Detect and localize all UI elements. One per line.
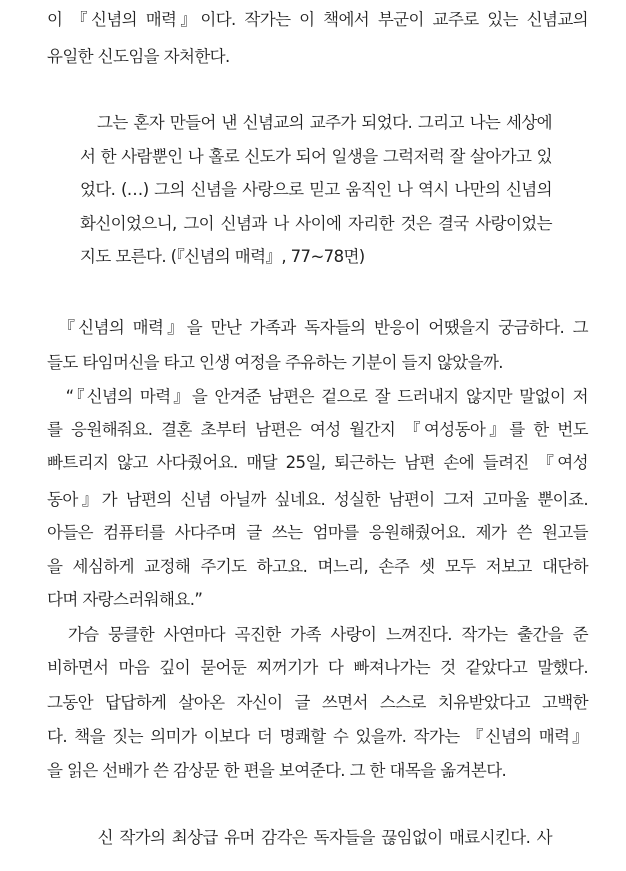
paragraph-line: 을 읽은 선배가 쓴 감상문 한 편을 보여준다. 그 한 대목을 옮겨본다. [47, 761, 507, 780]
paragraph-line: 유일한 신도임을 자처한다. [47, 47, 230, 66]
paragraph-line: 『신념의 매력』을 만난 가족과 독자들의 반응이 어땠을지 궁금하다. 그 [47, 318, 588, 337]
paragraph-line: 가슴 뭉클한 사연마다 곡진한 가족 사랑이 느껴진다. 작가는 출간을 준 [47, 625, 588, 644]
block-quote-line: 신 작가의 최상급 유머 감각은 독자들을 끊임없이 매료시킨다. 사 [80, 828, 552, 847]
block-quote-line: 었다. (…) 그의 신념을 사랑으로 믿고 움직인 나 역시 나만의 신념의 [80, 180, 552, 199]
paragraph-line: 그동안 답답하게 살아온 자신이 글 쓰면서 스스로 치유받았다고 고백한 [47, 693, 588, 712]
block-quote-line: 화신이었으니, 그이 신념과 나 사이에 자리한 것은 결국 사랑이었는 [80, 214, 552, 233]
block-quote-line: 서 한 사람뿐인 나 홀로 신도가 되어 일생을 그럭저럭 잘 살아가고 있 [80, 147, 552, 166]
block-quote-line: 지도 모른다. (『신념의 매력』, 77~78면) [80, 247, 365, 266]
paragraph-line: 비하면서 마음 깊이 묻어둔 찌꺼기가 다 빠져나가는 것 같았다고 말했다. [47, 658, 588, 677]
paragraph-line: 을 세심하게 교정해 주기도 하고요. 며느리, 손주 셋 모두 저보고 대단하 [47, 557, 588, 576]
paragraph-line: 들도 타임머신을 타고 인생 여정을 주유하는 기분이 들지 않았을까. [47, 353, 503, 372]
paragraph-line: 를 응원해줘요. 결혼 초부터 남편은 여성 월간지 『여성동아』를 한 번도 [47, 420, 588, 439]
block-quote-line: 그는 혼자 만들어 낸 신념교의 교주가 되었다. 그리고 나는 세상에 [80, 113, 552, 132]
paragraph-line: 아들은 컴퓨터를 사다주며 글 쓰는 엄마를 응원해줬어요. 제가 쓴 원고들 [47, 523, 588, 542]
paragraph-line: 이 『신념의 매력』이다. 작가는 이 책에서 부군이 교주로 있는 신념교의 [47, 10, 588, 29]
paragraph-line: 동아』가 남편의 신념 아닐까 싶네요. 성실한 남편이 그저 고마울 뿐이죠. [47, 490, 588, 509]
paragraph-line: 다며 자랑스러워해요.” [47, 590, 203, 609]
paragraph-line: “『신념의 마력』을 안겨준 남편은 겉으로 잘 드러내지 않지만 말없이 저 [47, 387, 588, 406]
paragraph-line: 빠트리지 않고 사다줬어요. 매달 25일, 퇴근하는 남편 손에 들려진 『여성 [47, 453, 588, 472]
paragraph-line: 다. 책을 짓는 의미가 이보다 더 명쾌할 수 있을까. 작가는 『신념의 매력』 [47, 727, 588, 746]
